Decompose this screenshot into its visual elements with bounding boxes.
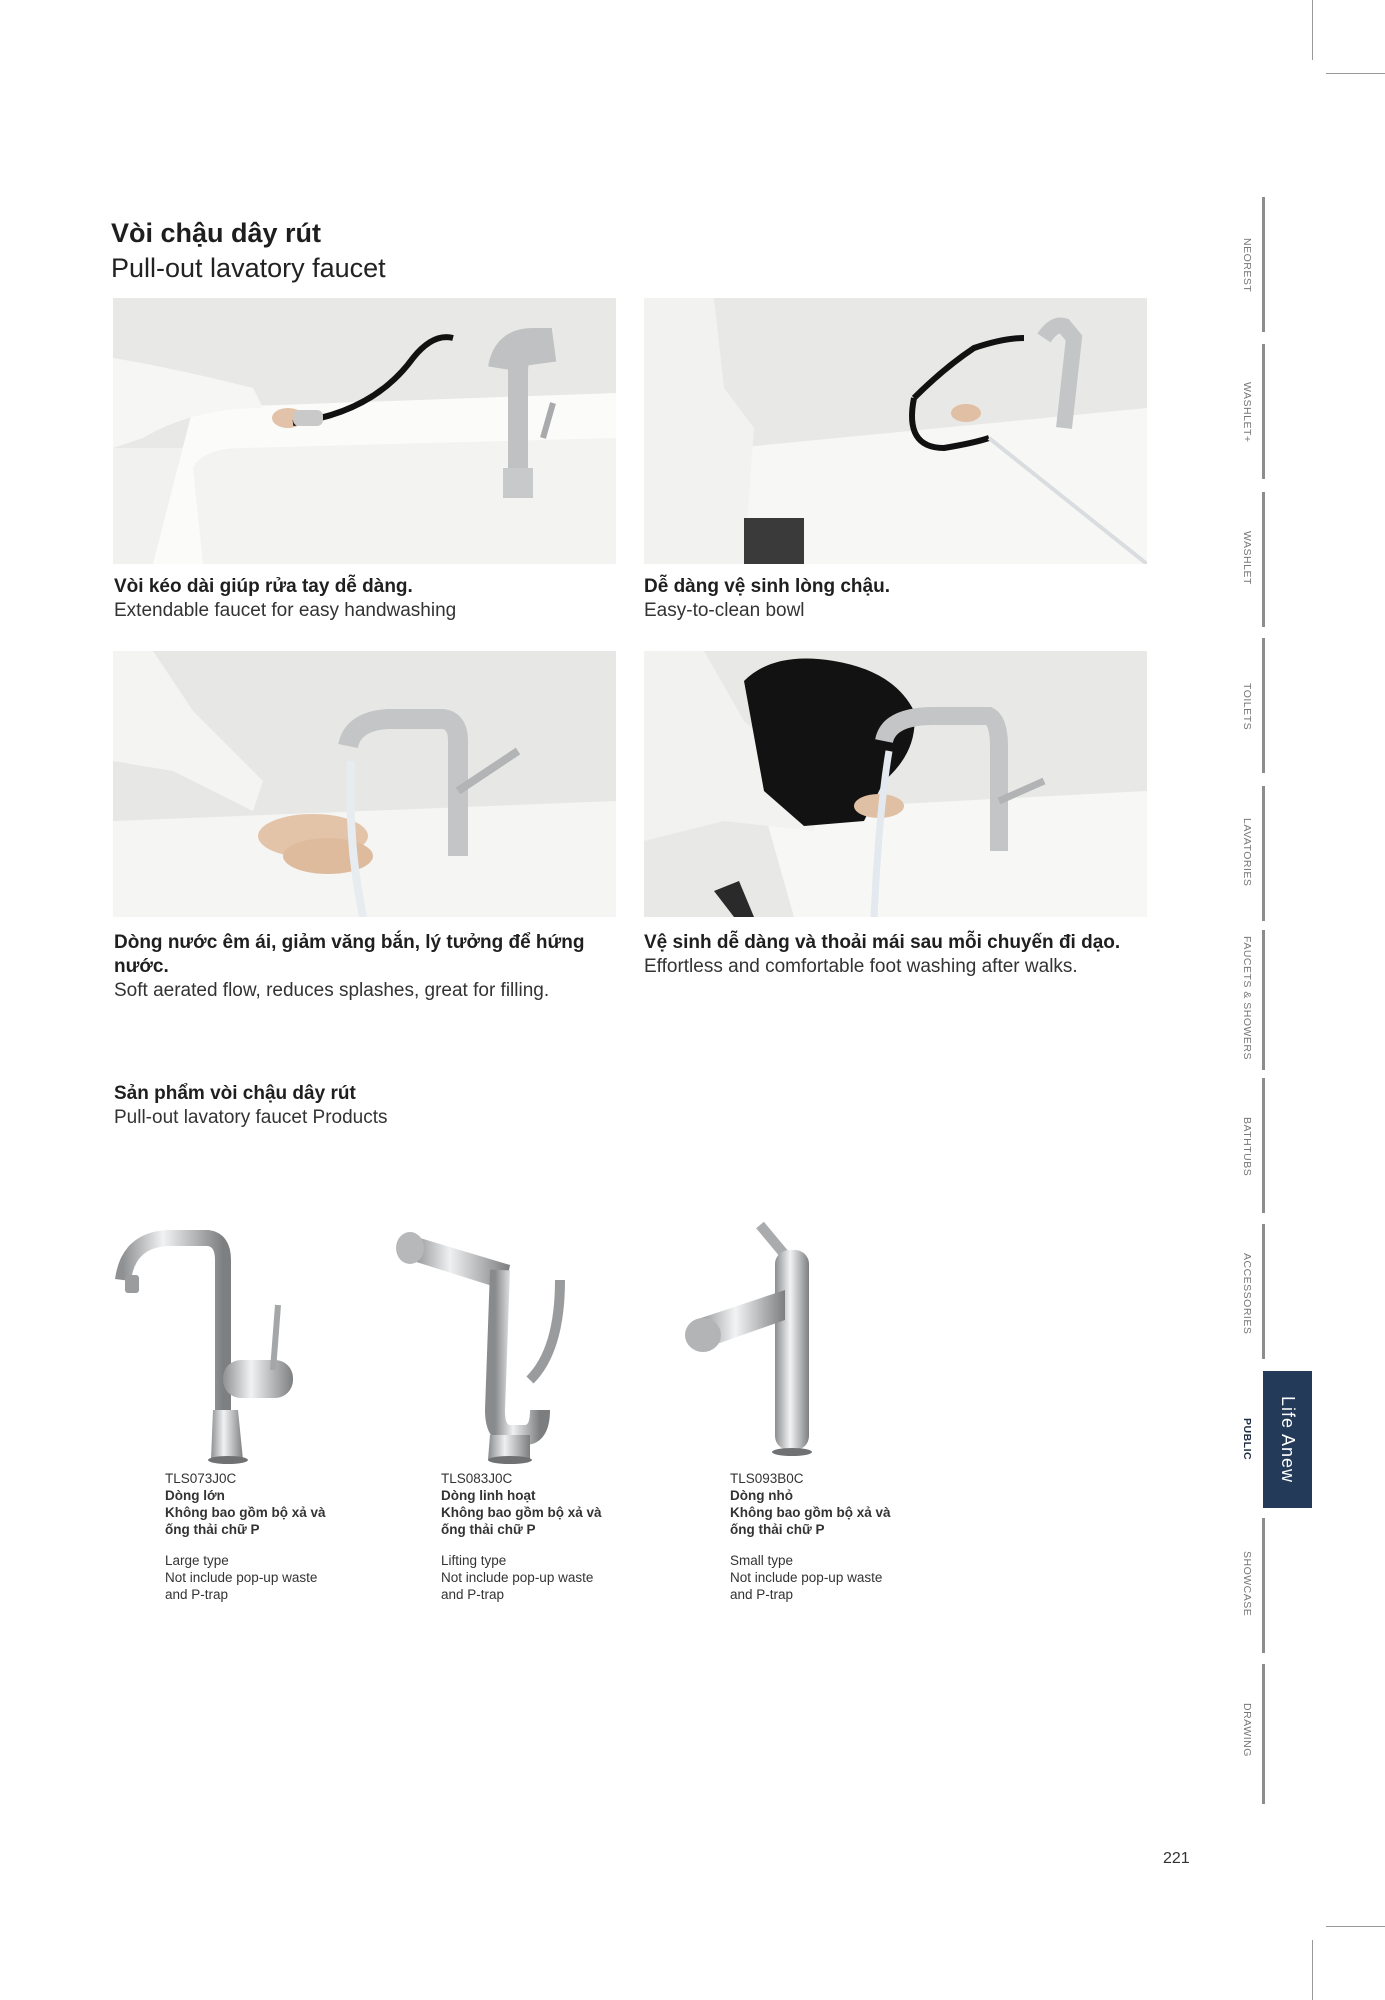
product-code: TLS083J0C bbox=[441, 1471, 513, 1486]
sidebar-tab-accessories[interactable]: ACCESSORIES bbox=[1241, 1253, 1253, 1335]
sidebar-tab-public[interactable]: PUBLIC bbox=[1241, 1418, 1253, 1461]
product-type-en: Lifting type bbox=[441, 1553, 507, 1568]
products-section-subtitle: Pull-out lavatory faucet Products bbox=[114, 1107, 388, 1128]
product-type-vn: Dòng linh hoạt bbox=[441, 1488, 536, 1503]
product-type-en: Large type bbox=[165, 1553, 229, 1568]
feature-caption-vn: Dễ dàng vệ sinh lòng chậu. bbox=[644, 576, 890, 597]
sidebar-divider bbox=[1262, 930, 1265, 1070]
product-note-vn: Không bao gồm bộ xả và bbox=[165, 1505, 326, 1520]
product-type-vn: Dòng lớn bbox=[165, 1488, 225, 1503]
brand-label: Life Anew bbox=[1278, 1395, 1298, 1484]
feature-caption-vn: Vòi kéo dài giúp rửa tay dễ dàng. bbox=[114, 576, 413, 597]
sidebar-divider bbox=[1262, 638, 1265, 773]
sidebar-divider bbox=[1262, 1078, 1265, 1213]
feature-caption-vn: Vệ sinh dễ dàng và thoải mái sau mỗi chuyến đi dạo. bbox=[644, 932, 1121, 953]
product-note-en: Not include pop-up waste bbox=[165, 1570, 318, 1585]
feature-caption-en: Effortless and comfortable foot washing after walks. bbox=[644, 956, 1078, 977]
product-info bbox=[165, 1470, 385, 1603]
sidebar-divider bbox=[1262, 786, 1265, 921]
product-code: TLS073J0C bbox=[165, 1471, 237, 1486]
photo-foot-washing-dog bbox=[644, 651, 1147, 917]
feature-caption-en: Easy-to-clean bowl bbox=[644, 600, 805, 621]
sidebar-tab-showcase[interactable]: SHOWCASE bbox=[1241, 1551, 1253, 1617]
sidebar-tab-faucets-showers[interactable]: FAUCETS & SHOWERS bbox=[1241, 936, 1253, 1061]
page-subtitle: Pull-out lavatory faucet bbox=[111, 253, 386, 283]
crop-mark bbox=[1312, 1940, 1313, 2000]
product-type-vn: Dòng nhỏ bbox=[730, 1488, 793, 1503]
crop-mark bbox=[1312, 0, 1313, 60]
product-image-small-faucet bbox=[675, 1210, 875, 1470]
photo-easy-clean-bowl bbox=[644, 298, 1147, 564]
product-note-vn: ống thải chữ P bbox=[441, 1522, 536, 1537]
product-image-lifting-faucet bbox=[390, 1210, 590, 1470]
photo-soft-aerated-flow bbox=[113, 651, 616, 917]
sidebar-divider bbox=[1262, 1518, 1265, 1653]
sidebar-divider bbox=[1262, 1664, 1265, 1804]
product-type-en: Small type bbox=[730, 1553, 794, 1568]
product-note-vn: Không bao gồm bộ xả và bbox=[441, 1505, 602, 1520]
products-section-title: Sản phẩm vòi chậu dây rút bbox=[114, 1083, 356, 1104]
sidebar-divider bbox=[1262, 492, 1265, 627]
sidebar-tab-lavatories[interactable]: LAVATORIES bbox=[1241, 818, 1253, 887]
sidebar-tab-neorest[interactable]: NEOREST bbox=[1241, 238, 1253, 293]
feature-caption-en: Extendable faucet for easy handwashing bbox=[114, 600, 457, 621]
page-title: Vòi chậu dây rút bbox=[111, 218, 322, 248]
product-info bbox=[441, 1470, 661, 1603]
crop-mark bbox=[1326, 1926, 1385, 1927]
product-note-en: and P-trap bbox=[730, 1587, 794, 1602]
product-note-en: and P-trap bbox=[165, 1587, 229, 1602]
sidebar-tab-toilets[interactable]: TOILETS bbox=[1241, 683, 1253, 731]
sidebar-tab-bathtubs[interactable]: BATHTUBS bbox=[1241, 1117, 1253, 1177]
product-note-en: Not include pop-up waste bbox=[730, 1570, 883, 1585]
page-number: 221 bbox=[1163, 1850, 1190, 1867]
sidebar-divider bbox=[1262, 1224, 1265, 1359]
product-image-large-faucet bbox=[113, 1210, 313, 1470]
product-code: TLS093B0C bbox=[730, 1471, 804, 1486]
sidebar-tab-drawing[interactable]: DRAWING bbox=[1241, 1703, 1253, 1757]
photo-extendable-faucet bbox=[113, 298, 616, 564]
sidebar-tab-washlet-plus[interactable]: WASHLET+ bbox=[1241, 382, 1253, 443]
product-info bbox=[730, 1470, 950, 1603]
feature-caption-en: Soft aerated flow, reduces splashes, great for filling. bbox=[114, 980, 550, 1001]
brand-tab bbox=[1263, 1371, 1312, 1508]
crop-mark bbox=[1326, 73, 1385, 74]
sidebar-tab-washlet[interactable]: WASHLET bbox=[1241, 531, 1253, 585]
feature-caption-vn: Dòng nước êm ái, giảm văng bắn, lý tưởng để hứng nước. bbox=[114, 932, 585, 977]
product-note-vn: ống thải chữ P bbox=[730, 1522, 825, 1537]
product-note-en: Not include pop-up waste bbox=[441, 1570, 594, 1585]
sidebar-divider bbox=[1262, 344, 1265, 479]
product-note-vn: Không bao gồm bộ xả và bbox=[730, 1505, 891, 1520]
product-note-en: and P-trap bbox=[441, 1587, 505, 1602]
product-note-vn: ống thải chữ P bbox=[165, 1522, 260, 1537]
sidebar-divider bbox=[1262, 197, 1265, 332]
